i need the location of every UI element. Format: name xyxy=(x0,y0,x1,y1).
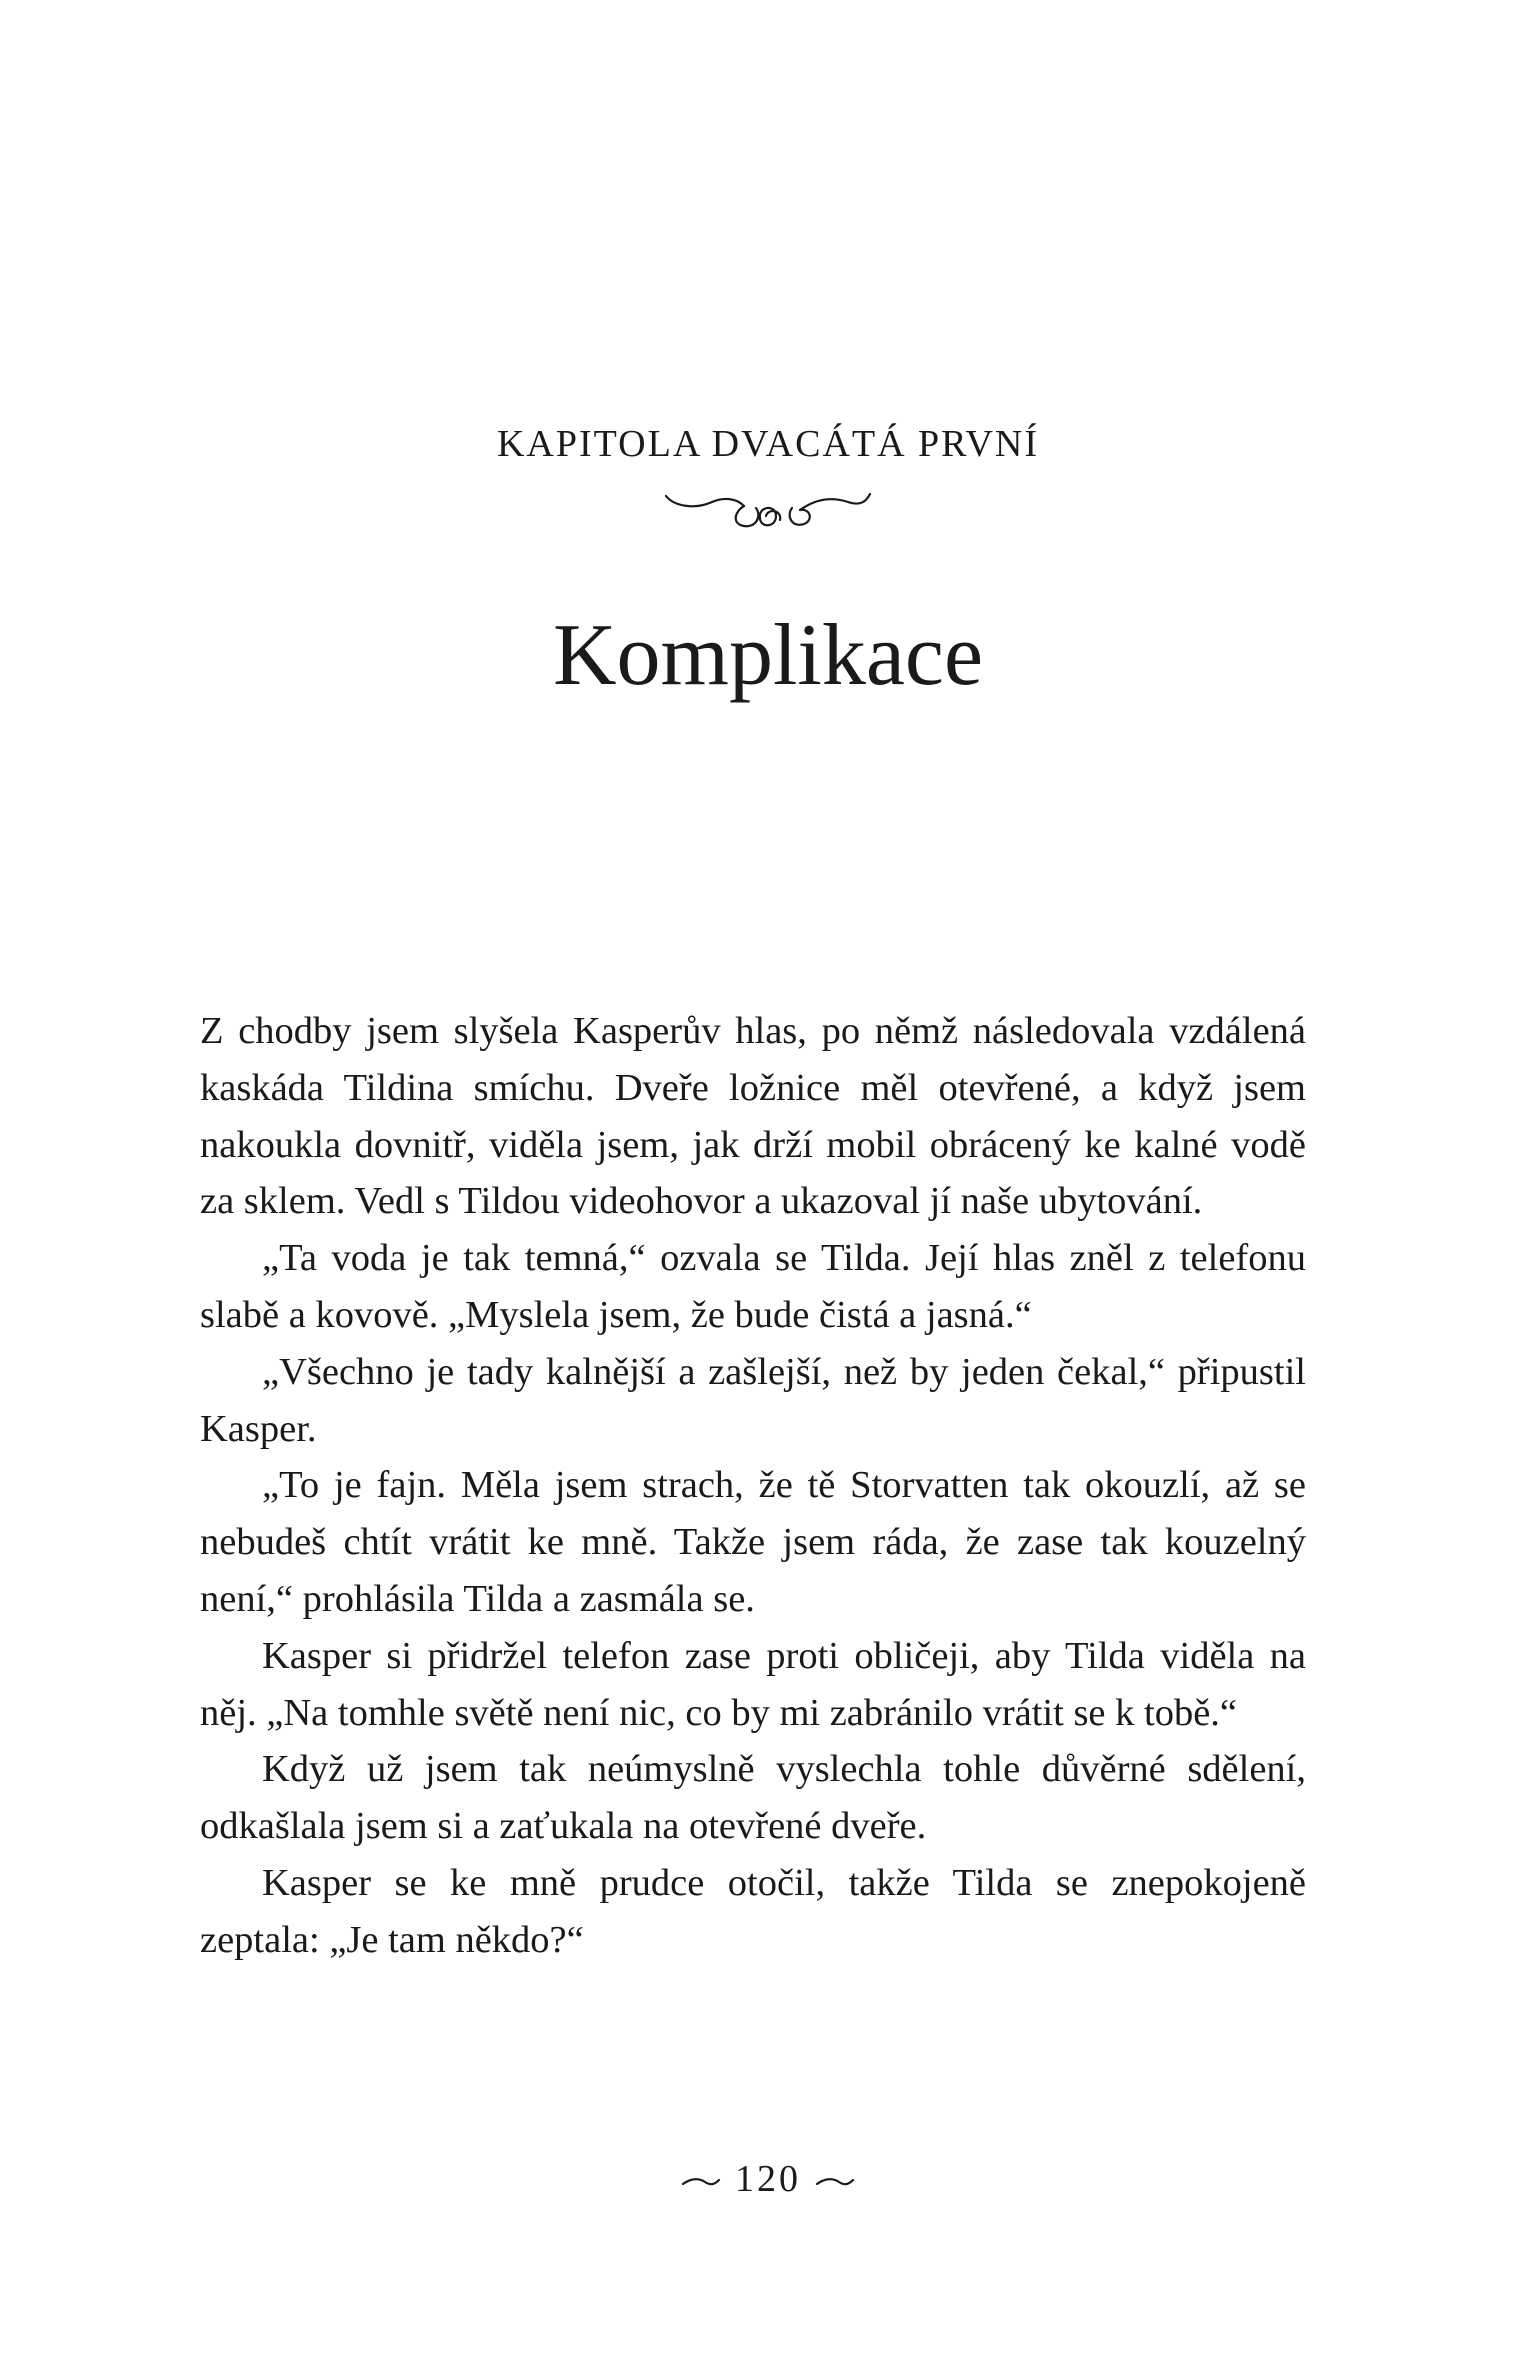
paragraph: Když už jsem tak neúmyslně vyslechla tohle důvěrné sdělení, odkašlala jsem si a zaťukala na otevřené dveře. xyxy=(200,1748,1306,1848)
paragraph: „To je fajn. Měla jsem strach, že tě Storvatten tak okouzlí, až se nebudeš chtít vrátit ke mně. Takže jsem ráda, že zase tak kouzelný není,“ prohlásila Tilda a zasmála se. xyxy=(200,1464,1306,1620)
paragraph: Z chodby jsem slyšela Kasperův hlas, po němž následovala vzdálená kaskáda Tildina smíchu. Dveře ložnice měl otevřené, a když jsem nakoukla dovnitř, viděla jsem, jak drží mobil obrácený ke kalné vodě za sklem. Vedl s Tildou videohovor a ukazoval jí naše ubytování. xyxy=(200,1010,1306,1223)
flourish-ornament-icon xyxy=(664,488,872,534)
tilde-dash-icon xyxy=(815,2176,855,2188)
page-number xyxy=(0,2160,1536,2198)
paragraph: Kasper si přidržel telefon zase proti obličeji, aby Tilda viděla na něj. „Na tomhle světě není nic, co by mi zabránilo vrátit se k tobě.“ xyxy=(200,1634,1306,1734)
chapter-body xyxy=(200,1003,1306,1969)
page-number-value: 120 xyxy=(735,2158,801,2200)
chapter-title: Komplikace xyxy=(552,607,984,704)
tilde-dash-icon xyxy=(681,2176,721,2188)
paragraph: Kasper se ke mně prudce otočil, takže Tilda se znepokojeně zeptala: „Je tam někdo?“ xyxy=(200,1861,1306,1961)
chapter-label: KAPITOLA DVACÁTÁ PRVNÍ xyxy=(496,423,1040,465)
paragraph: „Všechno je tady kalnější a zašlejší, než by jeden čekal,“ připustil Kasper. xyxy=(200,1350,1306,1450)
paragraph: „Ta voda je tak temná,“ ozvala se Tilda. Její hlas zněl z telefonu slabě a kovově. „Myslela jsem, že bude čistá a jasná.“ xyxy=(200,1237,1306,1336)
